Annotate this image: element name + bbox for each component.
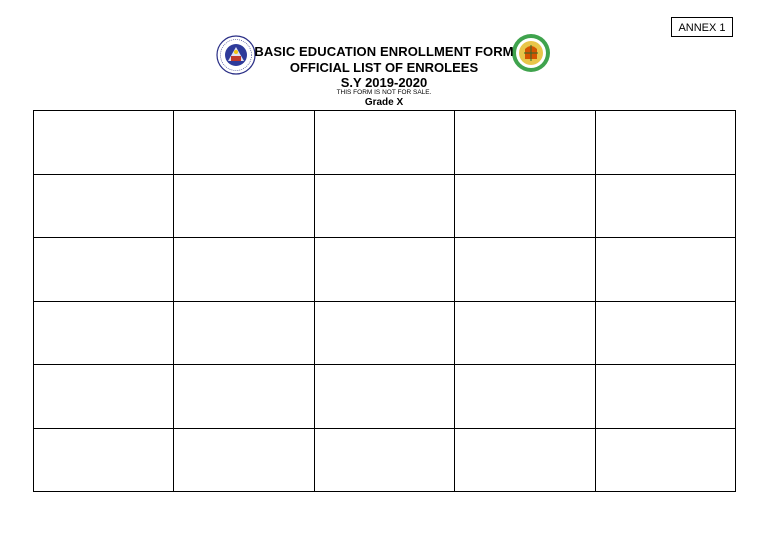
school-year: S.Y 2019-2020 xyxy=(340,75,428,90)
table-cell xyxy=(595,174,735,238)
table-cell xyxy=(314,428,454,492)
table-cell xyxy=(34,238,174,302)
form-subtitle: OFFICIAL LIST OF ENROLEES xyxy=(289,60,479,75)
table-cell xyxy=(174,428,314,492)
form-title: BASIC EDUCATION ENROLLMENT FORM xyxy=(254,44,514,59)
table-row xyxy=(34,365,736,429)
table-cell xyxy=(34,301,174,365)
table-cell xyxy=(455,365,595,429)
table-row xyxy=(34,111,736,175)
table-cell xyxy=(595,428,735,492)
table-cell xyxy=(455,174,595,238)
table-cell xyxy=(174,365,314,429)
table-cell xyxy=(174,238,314,302)
table-cell xyxy=(174,111,314,175)
table-cell xyxy=(595,111,735,175)
table-cell xyxy=(34,365,174,429)
table-cell xyxy=(314,301,454,365)
enrollee-table xyxy=(33,110,736,492)
table-cell xyxy=(314,174,454,238)
table-row xyxy=(34,174,736,238)
annex-label: ANNEX 1 xyxy=(671,17,733,37)
not-for-sale-note: THIS FORM IS NOT FOR SALE. xyxy=(336,89,432,96)
table-cell xyxy=(455,238,595,302)
table-cell xyxy=(595,238,735,302)
table-cell xyxy=(455,428,595,492)
table-row xyxy=(34,238,736,302)
table-cell xyxy=(314,111,454,175)
table-row xyxy=(34,301,736,365)
table-cell xyxy=(455,111,595,175)
table-cell xyxy=(314,365,454,429)
grade-label: Grade X xyxy=(364,97,404,108)
table-cell xyxy=(595,301,735,365)
table-cell xyxy=(174,174,314,238)
table-row xyxy=(34,428,736,492)
table-cell xyxy=(174,301,314,365)
table-cell xyxy=(34,428,174,492)
table-cell xyxy=(595,365,735,429)
table-cell xyxy=(455,301,595,365)
table-cell xyxy=(314,238,454,302)
table-cell xyxy=(34,174,174,238)
table-cell xyxy=(34,111,174,175)
